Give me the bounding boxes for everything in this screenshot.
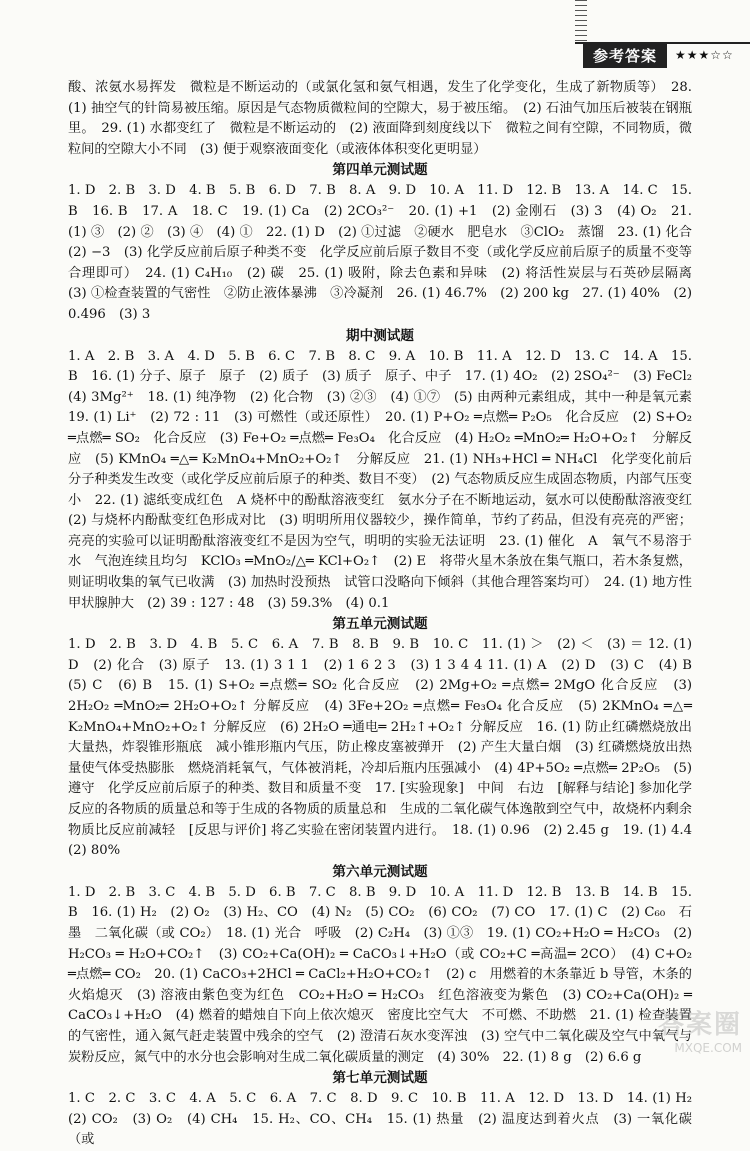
- watermark-mark: 答案圈: [657, 1010, 742, 1040]
- section-heading: 第六单元测试题: [332, 863, 428, 880]
- answer-paragraph: 1. C 2. C 3. C 4. A 5. C 6. A 7. C 8. D 9. C 10. B 11. A 12. D 13. D 14. (1) H₂ (2) CO₂ (3) O₂ (4) CH₄ 15. H₂、CO、CH₄ 15. (1) 热量 (2) 温度达到着火点 (3) 一氧化碳（或: [68, 1091, 706, 1148]
- section-heading: 第五单元测试题: [332, 616, 428, 633]
- answer-paragraph: 1. D 2. B 3. C 4. B 5. D 6. B 7. C 8. B 9. D 10. A 11. D 12. B 13. B 14. B 15. B 16. (1) H₂ (2) O₂ (3) H₂、CO (4) N₂ (5) CO₂ (6) CO₂ (7) CO 17. (1) C (2) C₆₀ 石墨 二氧化碳（或 CO₂） 18. (1) 光合 呼吸 (2) C₂H₄ (3) ①③ 19. (1) CO₂+H₂O ═ H₂CO₃ (2) H₂CO₃ ═ H₂O+CO₂↑ (3) CO₂+Ca(OH)₂ ═ CaCO₃↓+H₂O（或 CO₂+C ═高温═ 2CO） (4) C+O₂ ═点燃═ CO₂ 20. (1) CaCO₃+2HCl ═ CaCl₂+H₂O+CO₂↑ (2) c 用燃着的木条靠近 b 导管，木条的火焰熄灭 (3) 溶液由紫色变为红色 CO₂+H₂O ═ H₂CO₃ 红色溶液变为紫色 (3) CO₂+Ca(OH)₂ ═ CaCO₃↓+H₂O (4) 燃着的蜡烛自下向上依次熄灭 密度比空气大 不可燃、不助燃 21. (1) 检查装置的气密性，通入氮气赶走装置中残余的空气 (2) 澄清石灰水变浑浊 (3) 空气中二氧化碳及空气中氧气与炭粉反应，氮气中的水分也会影响对生成二氧化碳质量的测定 (4) 30% 22. (1) 8 g (2) 6.6 g: [68, 884, 692, 1065]
- difficulty-stars-icon: ★★★☆☆: [675, 48, 734, 62]
- page-binding-edge: [575, 0, 587, 42]
- answer-paragraph: 1. D 2. B 3. D 4. B 5. C 6. A 7. B 8. B 9. B 10. C 11. (1) ＞ (2) ＜ (3) ＝ 12. (1) D (2) 化合 (3) 原子 13. (1) 3 1 1 (2) 1 6 2 3 (3) 1 3 4 4 11. (1) A (2) D (3) C (4) B (5) C (6) B 15. (1) S+O₂ ═点燃═ SO₂ 化合反应 (2) 2Mg+O₂ ═点燃═ 2MgO 化合反应 (3) 2H₂O₂ ═MnO₂═ 2H₂O+O₂↑ 分解反应 (4) 3Fe+2O₂ ═点燃═ Fe₃O₄ 化合反应 (5) 2KMnO₄ ═△═ K₂MnO₄+MnO₂+O₂↑ 分解反应 (6) 2H₂O ═通电═ 2H₂↑+O₂↑ 分解反应 16. (1) 防止红磷燃烧放出大量热，炸裂锥形瓶底 减小锥形瓶内气压，防止橡皮塞被弹开 (2) 产生大量白烟 (3) 红磷燃烧放出热量使气体受热膨胀 燃烧消耗氧气，气体被消耗，冷却后瓶内压强减小 (4) 4P+5O₂ ═点燃═ 2P₂O₅ (5) 遵守 化学反应前后原子的种类、数目和质量不变 17. [实验现象] 中间 右边 [解释与结论] 参加化学反应的各物质的质量总和等于生成的各物质的质量总和 生成的二氧化碳气体逸散到空气中，故烧杯内剩余物质比反应前减轻 [反思与评价] 将乙实验在密闭装置内进行。 18. (1) 0.96 (2) 2.45 g 19. (1) 4.4 (2) 80%: [68, 637, 706, 859]
- section-tab-label: 参考答案: [583, 43, 667, 68]
- section-tab: [583, 42, 734, 68]
- section-heading: 第四单元测试题: [332, 162, 428, 179]
- section-heading: 期中测试题: [346, 327, 414, 344]
- answer-paragraph: 酸、浓氨水易挥发 微粒是不断运动的（或氯化氢和氨气相遇，发生了化学变化，生成了新物质等） 28.(1) 抽空气的针筒易被压缩。原因是气态物质微粒间的空隙大，易于被压缩。 (2) 石油气加压后被装在钢瓶里。 29. (1) 水都变红了 微粒是不断运动的 (2) 液面降到刻度线以下 微粒之间有空隙，不同物质，微粒间的空隙大小不同 (3) 便于观察液面变化（或液体体积变化更明显）: [68, 80, 692, 157]
- section-heading: 第七单元测试题: [332, 1070, 428, 1087]
- watermark-logo: [612, 1004, 742, 1055]
- watermark-url: MXQE.COM: [674, 1041, 742, 1055]
- answer-paragraph: 1. D 2. B 3. D 4. B 5. B 6. D 7. B 8. A 9. D 10. A 11. D 12. B 13. A 14. C 15. B 16. B 17. A 18. C 19. (1) Ca (2) 2CO₃²⁻ 20. (1) +1 (2) 金刚石 (3) 3 (4) O₂ 21. (1) ③ (2) ② (3) ④ (4) ① 22. (1) D (2) ①过滤 ②硬水 肥皂水 ③ClO₂ 蒸馏 23. (1) 化合 (2) −3 (3) 化学反应前后原子种类不变 化学反应前后原子数目不变（或化学反应前后原子的质量不变等合理即可） 24. (1) C₄H₁₀ (2) 碳 25. (1) 吸附，除去色素和异味 (2) 将活性炭层与石英砂层隔离 (3) ①检查装置的气密性 ②防止液体暴沸 ③冷凝剂 26. (1) 46.7% (2) 200 kg 27. (1) 40% (2) 0.496 (3) 3: [68, 183, 706, 322]
- answer-paragraph: 1. A 2. B 3. A 4. D 5. B 6. C 7. B 8. C 9. A 10. B 11. A 12. D 13. C 14. A 15. B 16. (1) 分子、原子 原子 (2) 质子 (3) 质子 原子、中子 17. (1) 4O₂ (2) 2SO₄²⁻ (3) FeCl₂ (4) 3Mg²⁺ 18. (1) 纯净物 (2) 化合物 (3) ②③ (4) ①⑦ (5) 由两种元素组成，其中一种是氧元素 19. (1) Li⁺ (2) 72 : 11 (3) 可燃性（或还原性） 20. (1) P+O₂ ═点燃═ P₂O₅ 化合反应 (2) S+O₂ ═点燃═ SO₂ 化合反应 (3) Fe+O₂ ═点燃═ Fe₃O₄ 化合反应 (4) H₂O₂ ═MnO₂═ H₂O+O₂↑ 分解反应 (5) KMnO₄ ═△═ K₂MnO₄+MnO₂+O₂↑ 分解反应 21. (1) NH₃+HCl ═ NH₄Cl 化学变化前后分子种类发生改变（或化学反应前后原子的种类、数目不变） (2) 气态物质反应生成固态物质，内部气压变小 22. (1) 滤纸变成红色 A 烧杯中的酚酞溶液变红 氨水分子在不断地运动，氨水可以使酚酞溶液变红 (2) 与烧杯内酚酞变红色形成对比 (3) 明明所用仪器较少，操作简单，节约了药品，但没有亮亮的严密；亮亮的实验可以证明酚酞溶液变红不是因为空气，明明的实验无法证明 23. (1) 催化 A 氧气不易溶于水 气泡连续且均匀 KClO₃ ═MnO₂/△═ KCl+O₂↑ (2) E 将带火星木条放在集气瓶口，若木条复燃，则证明收集的氧气已收满 (3) 加热时没预热 试管口没略向下倾斜（其他合理答案均可） 24. (1) 地方性甲状腺肿大 (2) 39 : 127 : 48 (3) 59.3% (4) 0.1: [68, 348, 706, 611]
